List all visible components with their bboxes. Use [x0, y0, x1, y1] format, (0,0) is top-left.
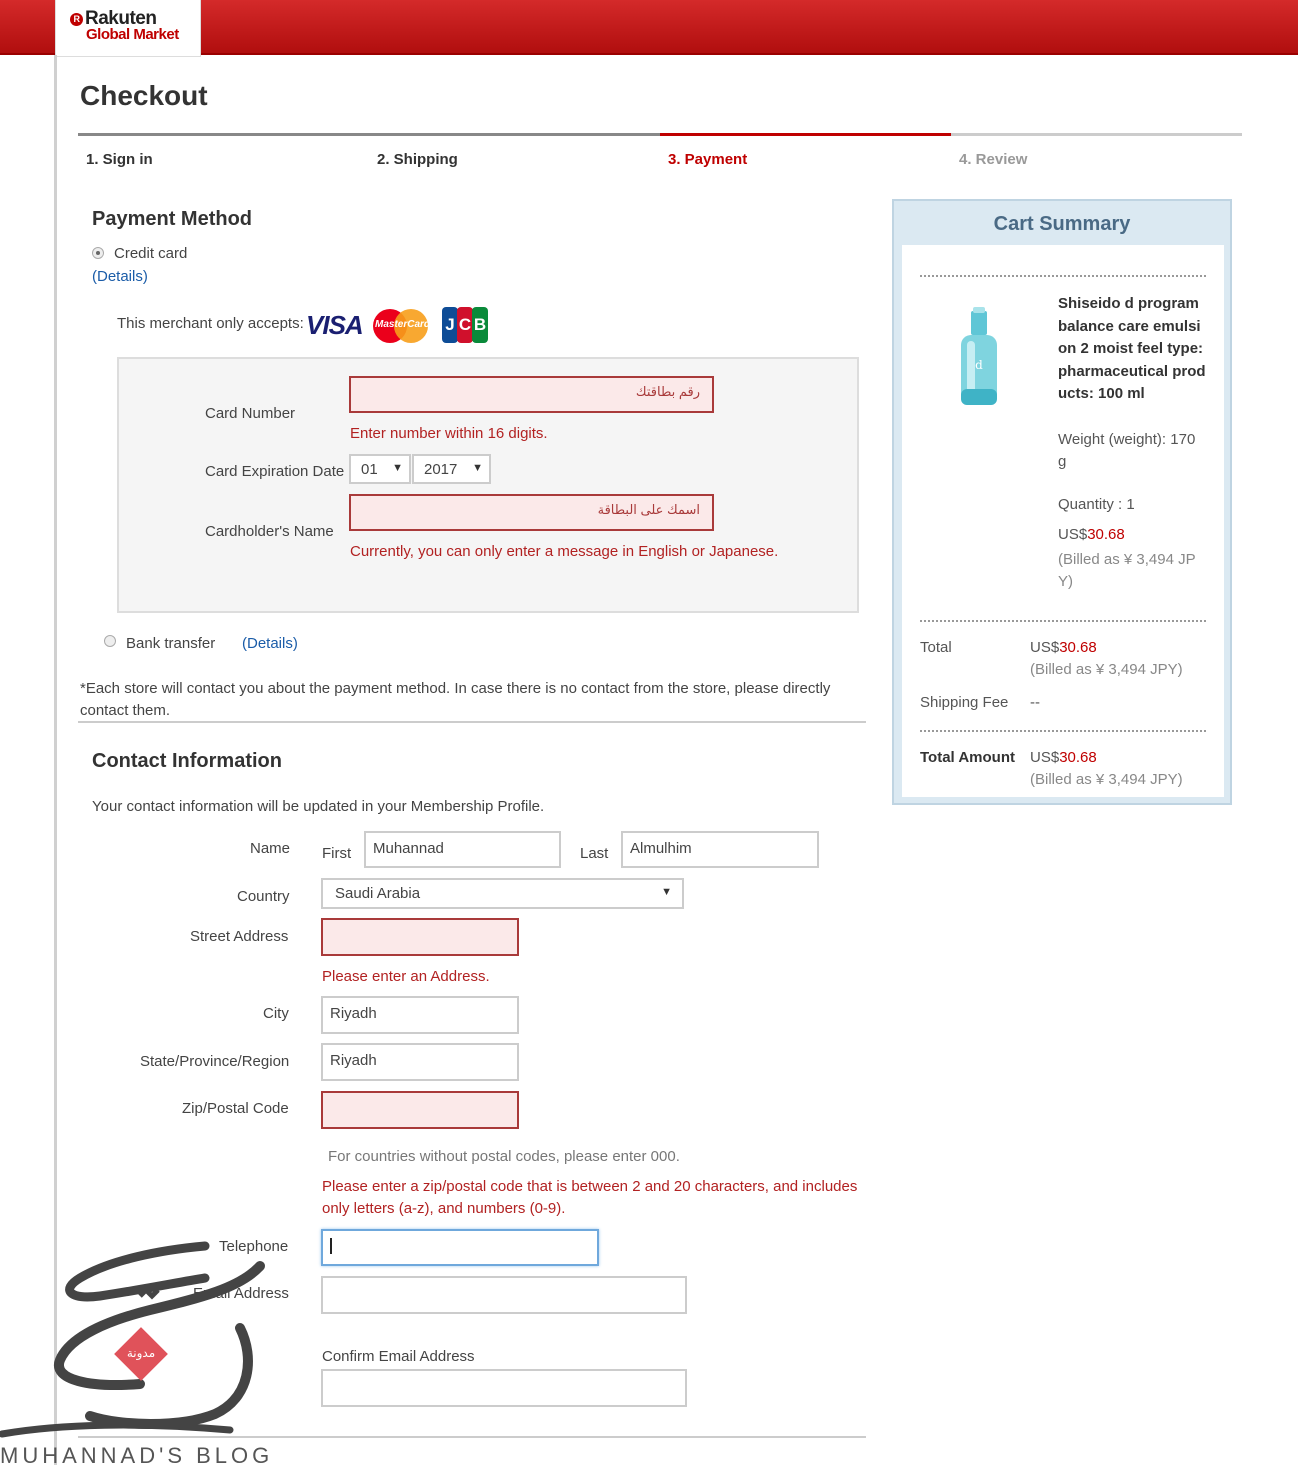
contact-info-subtext: Your contact information will be updated in your Membership Profile. — [92, 798, 545, 815]
total-billed: (Billed as ¥ 3,494 JPY) — [1030, 661, 1183, 678]
dotted-divider — [920, 620, 1206, 622]
email-input[interactable] — [321, 1276, 687, 1314]
step-payment: 3. Payment — [660, 133, 951, 173]
chevron-down-icon: ▼ — [392, 462, 403, 474]
dotted-divider — [920, 275, 1206, 277]
cardholder-name-input[interactable]: اسمك على البطاقة — [349, 494, 714, 531]
text-cursor — [330, 1238, 332, 1254]
card-number-label: Card Number — [205, 405, 296, 422]
telephone-label: Telephone — [219, 1238, 289, 1255]
card-expiration-label: Card Expiration Date — [205, 463, 345, 480]
total-label: Total — [920, 639, 952, 656]
credit-card-details-link[interactable]: (Details) — [92, 268, 148, 285]
bank-transfer-label: Bank transfer — [126, 635, 216, 652]
country-label: Country — [237, 888, 290, 905]
step-sign-in: 1. Sign in — [78, 133, 369, 173]
mastercard-icon: MasterCard — [373, 309, 428, 343]
blog-watermark-logo — [0, 1238, 270, 1438]
zip-code-label: Zip/Postal Code — [182, 1100, 289, 1117]
cardholder-name-label: Cardholder's Name — [205, 523, 334, 540]
last-name-label: Last — [580, 845, 609, 862]
first-name-input[interactable]: Muhannad — [364, 831, 561, 868]
watermark-badge: مدونة — [126, 1346, 156, 1360]
street-address-input[interactable] — [321, 918, 519, 956]
city-label: City — [263, 1005, 289, 1022]
expiration-year-select[interactable]: 2017 ▼ — [412, 454, 491, 484]
chevron-down-icon: ▼ — [472, 462, 483, 474]
cart-summary-title: Cart Summary — [993, 213, 1131, 235]
cart-summary — [892, 199, 1232, 805]
telephone-input[interactable] — [321, 1229, 599, 1266]
shipping-fee-label: Shipping Fee — [920, 694, 1009, 711]
product-weight: Weight (weight): 170 g — [1058, 431, 1196, 470]
city-input[interactable]: Riyadh — [321, 996, 519, 1034]
first-name-label: First — [322, 845, 352, 862]
step-shipping: 2. Shipping — [369, 133, 660, 173]
credit-card-label: Credit card — [114, 245, 188, 262]
rakuten-logo[interactable] — [55, 0, 201, 57]
country-select[interactable]: Saudi Arabia ▼ — [321, 878, 684, 909]
email-label: Email Address — [193, 1285, 289, 1302]
product-name[interactable]: Shiseido d program balance care emulsi on 2 moist feel type: pharmaceutical prod ucts: 100 ml — [1058, 295, 1206, 402]
checkout-steps — [78, 133, 1242, 173]
zip-code-hint: For countries without postal codes, please enter 000. — [328, 1148, 680, 1165]
state-region-input[interactable]: Riyadh — [321, 1043, 519, 1081]
contact-info-heading: Contact Information — [92, 750, 282, 772]
expiration-month-select[interactable]: 01 ▼ — [349, 454, 411, 484]
rakuten-r-icon: R — [70, 13, 83, 26]
product-billed: (Billed as ¥ 3,494 JP Y) — [1058, 551, 1196, 590]
watermark-caption: MUHANNAD'S BLOG — [0, 1443, 274, 1465]
svg-text:d: d — [975, 358, 983, 372]
visa-icon: VISA — [306, 310, 363, 340]
product-quantity: Quantity : 1 — [1058, 496, 1135, 513]
dotted-divider — [920, 730, 1206, 732]
last-name-input[interactable]: Almulhim — [621, 831, 819, 868]
confirm-email-input[interactable] — [321, 1369, 687, 1407]
section-divider — [78, 721, 866, 723]
total-value: US$30.68 — [1030, 639, 1097, 656]
bank-transfer-details-link[interactable]: (Details) — [242, 635, 298, 652]
logo-wordmark: R Rakuten — [70, 8, 156, 30]
cardholder-name-error: Currently, you can only enter a message in English or Japanese. — [350, 543, 779, 560]
logo-subtitle: Global Market — [86, 26, 179, 43]
payment-method-heading: Payment Method — [92, 208, 253, 230]
page-title: Checkout — [80, 80, 208, 111]
credit-card-radio[interactable] — [92, 247, 104, 259]
name-label: Name — [250, 840, 291, 857]
payment-note: *Each store will contact you about the payment method. In case there is no contact from the store, please directly contact them. — [80, 680, 831, 719]
card-number-input[interactable]: رقم بطاقتك — [349, 376, 714, 413]
product-bottle-image[interactable] — [949, 303, 1009, 413]
shipping-fee-value: -- — [1030, 694, 1040, 711]
state-region-label: State/Province/Region — [140, 1053, 290, 1070]
street-address-error: Please enter an Address. — [322, 968, 490, 985]
total-amount-value: US$30.68 — [1030, 749, 1097, 766]
street-address-label: Street Address — [190, 928, 289, 945]
total-amount-billed: (Billed as ¥ 3,494 JPY) — [1030, 771, 1183, 788]
accepted-cards-label: This merchant only accepts: — [117, 315, 304, 332]
jcb-icon: J C B — [442, 307, 488, 343]
zip-code-error-line2: only letters (a-z), and numbers (0-9). — [322, 1200, 566, 1217]
bank-transfer-radio[interactable] — [104, 635, 116, 647]
confirm-email-label: Confirm Email Address — [322, 1348, 475, 1365]
step-review: 4. Review — [951, 133, 1242, 173]
cart-summary-body — [902, 245, 1224, 797]
zip-code-error-line1: Please enter a zip/postal code that is between 2 and 20 characters, and includes — [322, 1178, 858, 1195]
chevron-down-icon: ▼ — [661, 886, 672, 898]
product-price: US$30.68 — [1058, 526, 1125, 543]
total-amount-label: Total Amount — [920, 749, 1015, 766]
card-number-error: Enter number within 16 digits. — [350, 425, 548, 442]
zip-code-input[interactable] — [321, 1091, 519, 1129]
